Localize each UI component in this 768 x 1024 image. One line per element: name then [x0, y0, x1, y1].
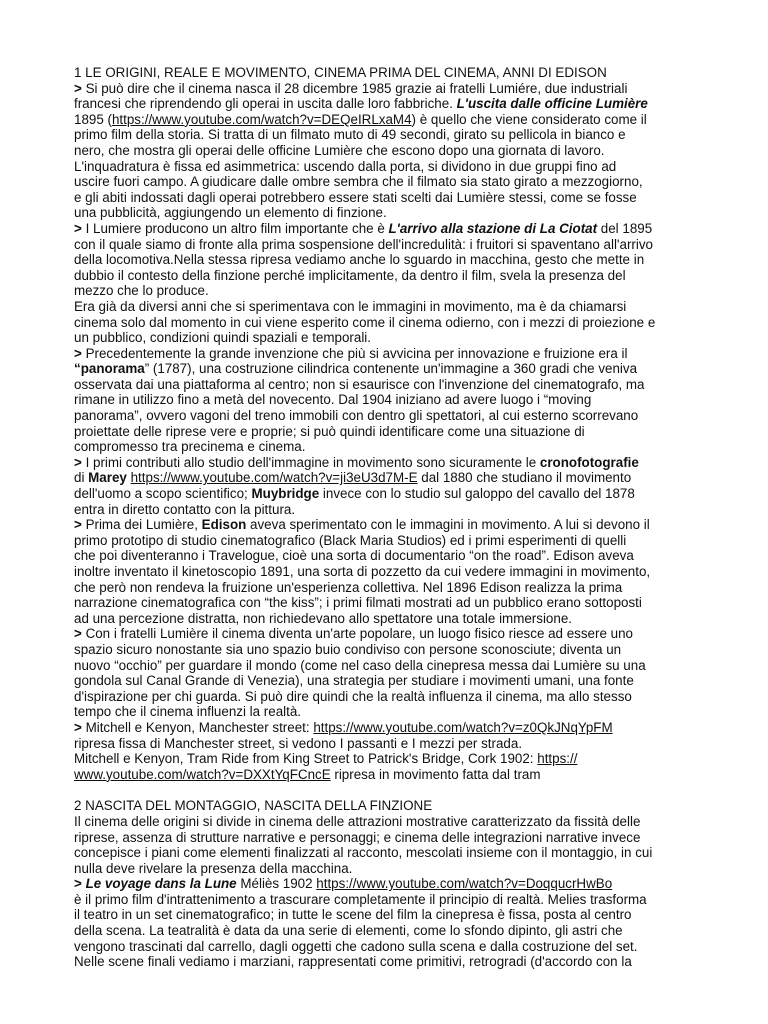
- paragraph-line: www.youtube.com/watch?v=DXXtYqFCncE ripresa in movimento fatta dal tram: [74, 766, 541, 782]
- film-title: L'arrivo alla stazione di La Ciotat: [388, 220, 598, 236]
- paragraph-line: > Si può dire che il cinema nasca il 28 dicembre 1985 grazie ai fratelli Lumiére, due industriali: [74, 80, 628, 96]
- paragraph-line: > Mitchell e Kenyon, Manchester street: https://www.youtube.com/watch?v=z0QkJNqYpFM: [74, 719, 613, 735]
- paragraph-line: “panorama” (1787), una costruzione cilindrica contenente un'immagine a 360 gradi che veniva: [74, 361, 638, 377]
- bullet-marker: >: [74, 345, 82, 361]
- paragraph-line: dubbio il contesto della finzione perché implicitamente, da dentro il film, svela la presenza del: [74, 267, 626, 283]
- paragraph-line: Nelle scene finali vediamo i marziani, rappresentati come primitivi, retrogradi (d'accordo con la: [74, 954, 632, 970]
- bullet-marker: >: [74, 626, 82, 642]
- paragraph-line: rimane in utilizzo fino a metà del novecento. Dal 1904 iniziano ad avere luogo i “moving: [74, 392, 592, 408]
- paragraph-line: nero, che mostra gli operai delle officine Lumière che escono dopo una giornata di lavoro.: [74, 142, 605, 158]
- paragraph-line: narrazione cinematografica con “the kiss”; i primi filmati mostrati ad un pubblico erano sottoposti: [74, 595, 642, 611]
- paragraph-line: L'inquadratura è fissa ed asimmetrica: uscendo dalla porta, si dividono in due gruppi fino ad: [74, 158, 617, 174]
- paragraph-line: 1895 (https://www.youtube.com/watch?v=DEQeIRLxaM4) è quello che viene considerato come il: [74, 111, 647, 127]
- paragraph-line: uscire fuori campo. A giudicare dalle ombre sembra che il filmato sia stato girato a mezzogiorno,: [74, 174, 643, 190]
- bullet-marker: >: [74, 719, 82, 735]
- paragraph-line: Mitchell e Kenyon, Tram Ride from King Street to Patrick's Bridge, Cork 1902: https://: [74, 751, 578, 767]
- paragraph-line: proiettate delle riprese vere e proprie; si può quindi identificare come una situazione di: [74, 423, 585, 439]
- bullet-marker: >: [74, 517, 82, 533]
- paragraph-line: con il quale siamo di fronte alla prima sospensione dell'incredulità: i fruitori si spaventano all'arrivo: [74, 236, 653, 252]
- paragraph-line: primo prototipo di studio cinematografico (Black Maria Studios) ed i primi esperimenti di quelli: [74, 532, 627, 548]
- paragraph-line: francesi che riprendendo gli operai in uscita dalle loro fabbriche. L'uscita dalle officine Lumière: [74, 96, 648, 112]
- bullet-marker: >: [74, 80, 82, 96]
- paragraph-line: mezzo che lo produce.: [74, 283, 209, 299]
- bold-term: Marey: [88, 470, 127, 486]
- paragraph-line: nuovo “occhio” per guardare il mondo (come nel caso della cinepresa messa dai Lumière su una: [74, 657, 646, 673]
- paragraph-line: concepisce i piani come elementi finalizzati al racconto, mescolati insieme con il montaggio, in cui: [74, 845, 653, 861]
- paragraph-line: inoltre inventato il kinetoscopio 1891, una sorta di pozzetto da cui vedere immagini in movimento,: [74, 564, 651, 579]
- paragraph-line: compromesso tra precinema e cinema.: [74, 439, 306, 455]
- paragraph-line: che poi diventeranno i Travelogue, cioè una sorta di documentario “on the road”. Edison aveva: [74, 548, 634, 564]
- paragraph-line: un pubblico, condizioni quindi spaziali e temporali.: [74, 330, 372, 346]
- paragraph-line: dell'uomo a scopo scientifico; Muybridge invece con lo studio sul galoppo del cavallo del 1878: [74, 486, 635, 502]
- paragraph-line: nulla deve rivelare la presenza della macchina.: [74, 860, 353, 876]
- paragraph-line: > Con i fratelli Lumière il cinema diventa un'arte popolare, un luogo fisico riesce ad essere uno: [74, 626, 633, 642]
- paragraph-line: Il cinema delle origini si divide in cinema delle attrazioni mostrative caratterizzato da fissità delle: [74, 813, 641, 829]
- bold-term: cronofotografie: [539, 454, 639, 470]
- paragraph-line: una pubblicità, aggiungendo un elemento di finzione.: [74, 205, 387, 221]
- paragraph-line: gondola sul Canal Grande di Venezia), una strategia per studiare i movimenti umani, una fonte: [74, 673, 634, 689]
- paragraph-line: è il primo film d'intrattenimento a trascurare completamente il principio di realtà. Melies trasforma: [74, 891, 647, 907]
- paragraph-line: vengono trascinati dal carrello, dagli oggetti che cadono sulla scena e dalla costruzione del set.: [74, 938, 638, 954]
- youtube-link[interactable]: https://www.youtube.com/watch?v=ji3eU3d7M-E: [130, 470, 418, 486]
- paragraph-line: > Prima dei Lumière, Edison aveva sperimentato con le immagini in movimento. A lui si devono il: [74, 517, 650, 533]
- paragraph-line: Era già da diversi anni che si sperimentava con le immagini in movimento, ma è da chiamarsi: [74, 298, 627, 314]
- paragraph-line: panorama”, ovvero vagoni del treno immobili con dentro gli spettatori, al cui esterno scorrevano: [74, 408, 639, 424]
- youtube-link[interactable]: https://: [537, 751, 578, 767]
- paragraph-line: cinema solo dal momento in cui viene esperito come il cinema odierno, con i mezzi di proiezione e: [74, 314, 656, 330]
- paragraph-line: tempo che il cinema influenzi la realtà.: [74, 704, 302, 720]
- paragraph-line: di Marey https://www.youtube.com/watch?v=ji3eU3d7M-E dal 1880 che studiano il movimento: [74, 470, 632, 486]
- paragraph-line: d'ispirazione per chi guarda. Si può dire quindi che la realtà influenza il cinema, ma allo stesso: [74, 688, 632, 704]
- bold-term: panorama: [80, 361, 145, 377]
- paragraph-line: osservata dai una piattaforma al centro; non si esaurisce con l'invenzione del cinematografo, ma: [74, 376, 645, 392]
- youtube-link[interactable]: www.youtube.com/watch?v=DXXtYqFCncE: [74, 766, 331, 782]
- section-1-title: 1 LE ORIGINI, REALE E MOVIMENTO, CINEMA PRIMA DEL CINEMA, ANNI DI EDISON: [74, 65, 607, 80]
- paragraph-line: spazio sicuro nonostante sia uno spazio buio condiviso con persone sconosciute; diventa un: [74, 641, 622, 657]
- film-title: L'uscita dalle officine Lumière: [456, 96, 648, 112]
- bold-term: Edison: [201, 517, 247, 533]
- film-title: Le voyage dans la Lune: [85, 876, 237, 892]
- section-spacer: [74, 782, 714, 798]
- bullet-marker: >: [74, 876, 82, 892]
- paragraph-line: > Le voyage dans la Lune Méliès 1902 https://www.youtube.com/watch?v=DoqqucrHwBo: [74, 876, 613, 892]
- youtube-link[interactable]: https://www.youtube.com/watch?v=DoqqucrHwBo: [316, 876, 613, 892]
- paragraph-line: della scena. La teatralità è data da una serie di elementi, come lo sfondo dipinto, gli astri che: [74, 923, 623, 939]
- paragraph-line: > I Lumiere producono un altro film importante che è L'arrivo alla stazione di La Ciotat del 1895: [74, 220, 653, 236]
- paragraph-line: ripresa fissa di Manchester street, si vedono I passanti e I mezzi per strada.: [74, 735, 523, 751]
- paragraph-line: e gli abiti indossati dagli operai potrebbero essere stati scelti dai Lumière stessi, come se fosse: [74, 189, 637, 205]
- bullet-marker: >: [74, 220, 82, 236]
- paragraph-line: primo film della storia. Si tratta di un filmato muto di 49 secondi, girato su pellicola in bianco e: [74, 127, 626, 143]
- paragraph-line: ad una percezione distratta, non richiedevano allo spettatore una totale immersione.: [74, 610, 572, 626]
- paragraph-line: della locomotiva.Nella stessa ripresa vediamo anche lo sguardo in macchina, gesto che mette in: [74, 252, 645, 268]
- document-page: [74, 65, 714, 970]
- paragraph-line: riprese, assenza di strutture narrative e personaggi; e cinema delle integrazioni narrative invece: [74, 829, 641, 845]
- paragraph-line: entra in diretto contatto con la pittura.: [74, 501, 296, 517]
- paragraph-line: > I primi contributi allo studio dell'immagine in movimento sono sicuramente le cronofotografie: [74, 454, 639, 470]
- paragraph-line: il teatro in un set cinematografico; in tutte le scene del film la cinepresa è fissa, posta al centro: [74, 907, 632, 923]
- section-2-title: 2 NASCITA DEL MONTAGGIO, NASCITA DELLA FINZIONE: [74, 798, 433, 814]
- bullet-marker: >: [74, 454, 82, 470]
- youtube-link[interactable]: https://www.youtube.com/watch?v=DEQeIRLxaM4: [111, 111, 412, 127]
- bold-term: Muybridge: [251, 486, 320, 502]
- paragraph-line: > Precedentemente la grande invenzione che più si avvicina per innovazione e fruizione era il: [74, 345, 628, 361]
- youtube-link[interactable]: https://www.youtube.com/watch?v=z0QkJNqYpFM: [313, 719, 613, 735]
- paragraph-line: che però non rendeva la fruizione un'esperienza collettiva. Nel 1896 Edison realizza la prima: [74, 579, 623, 595]
